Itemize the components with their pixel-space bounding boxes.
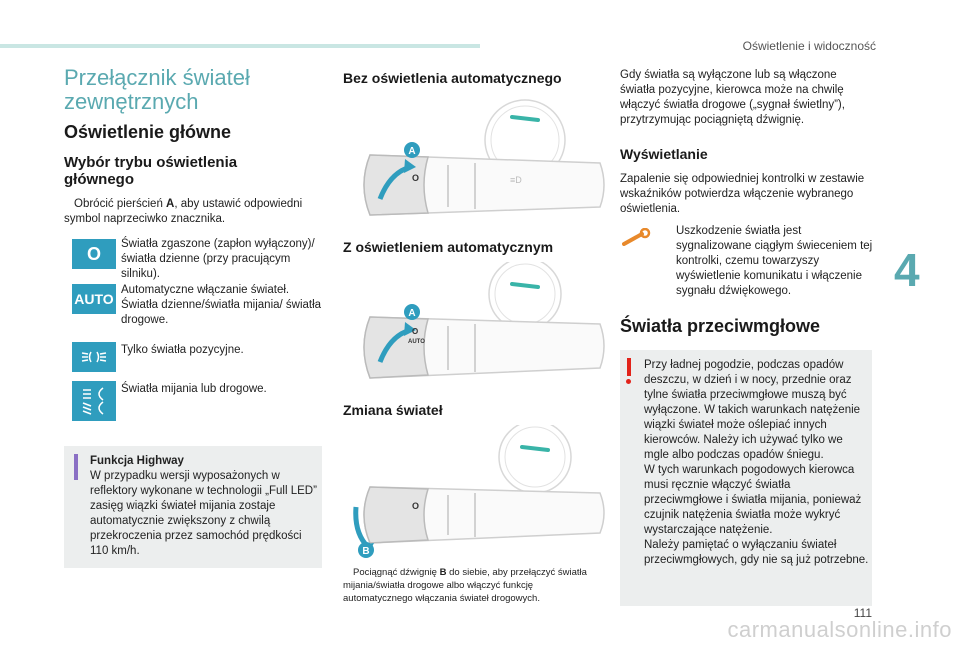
warning-text: Przy ładnej pogodzie, podczas opadów deszczu, w dzień i w nocy, przednie oraz tylne światła przeciwmgłowe muszą być wyłączone. W takich warunkach natężenie wiązki świateł może oślepiać innych kierowców. Należy ich używać tylko we mgle albo podczas opadów śniegu. W tych warunkach pogodowych kierowca musi ręcznie włączyć światła przeciwmgłowe i światła mijania, ponieważ czujnik natężenia światła może wykryć wystarczające natężenie. Należy pamiętać o wyłączaniu świateł przeciwmgłowych, gdy nie są już potrzebne. — [644, 359, 869, 566]
display-text: Zapalenie się odpowiedniej kontrolki w zestawie wskaźników potwierdza włączenie wybranego oświetlenia. — [620, 173, 865, 215]
page-title: Przełącznik świateł zewnętrznych — [64, 65, 250, 114]
switch-caption — [343, 566, 601, 605]
instruction-bold: A — [166, 198, 175, 210]
caption-post: do siebie, aby przełączyć światła mijania/światła drogowe albo włączyć funkcję automatycznego włączania świateł drogowych. — [343, 567, 587, 604]
fault-text: Uszkodzenie światła jest sygnalizowane ciągłym świeceniem tej kontrolki, czemu towarzyszy wyświetlenie komunikatu i włączenie sygnału dźwiękowego. — [676, 225, 873, 297]
mode-text-dipped: Światła mijania lub drogowe. — [121, 383, 267, 395]
instruction-pre: Obrócić pierścień — [74, 198, 167, 210]
heading-display: Wyświetlanie — [620, 146, 708, 162]
heading-fog: Światła przeciwmgłowe — [620, 316, 821, 336]
header-bar — [0, 44, 480, 48]
instruction-post: , aby ustawić odpowiedni symbol naprzeciwko znacznika. — [64, 198, 303, 225]
sub-heading: Wybór trybu oświetlenia głównego — [64, 154, 238, 188]
auto-mode-icon: AUTO — [72, 284, 116, 314]
warning-box — [620, 350, 872, 606]
watermark: carmanualsonline.info — [727, 617, 952, 642]
caption-pre: Pociągnąć dźwignię — [353, 567, 440, 578]
warning-icon — [626, 358, 632, 384]
label-auto: AUTO — [408, 339, 425, 345]
label-o: O — [412, 173, 420, 183]
caption-bold: B — [439, 567, 447, 578]
stalk-figure-switch — [350, 425, 612, 565]
info-text: W przypadku wersji wyposażonych w reflektory wykonane w technologii „Full LED” zasięg wiązki świateł mijania zostaje automatycznie zwiększony z chwilą przekroczenia przez samochód prędkości 110 km/h. — [90, 470, 317, 557]
mode-text-auto: Automatyczne włączanie świateł. Światła dzienne/światła mijania/ światła drogowe. — [121, 284, 322, 326]
main-heading: Oświetlenie główne — [64, 122, 232, 142]
label-o-switch: O — [412, 501, 420, 511]
heading-auto: Z oświetleniem automatycznym — [343, 239, 554, 255]
label-b: B — [362, 546, 370, 557]
label-a-auto: A — [408, 308, 416, 319]
heading-switch: Zmiana świateł — [343, 402, 443, 418]
mode-text-position: Tylko światła pozycyjne. — [121, 344, 244, 356]
position-lights-icon — [72, 342, 116, 372]
instruction — [64, 197, 324, 227]
off-mode-icon: O — [72, 239, 116, 269]
label-o-auto: O — [412, 327, 419, 336]
wrench-icon — [622, 228, 652, 246]
info-title: Funkcja Highway — [90, 455, 184, 467]
label-a: A — [408, 146, 416, 157]
mode-text-off: Światła zgaszone (zapłon wyłączony)/ światła dzienne (przy pracującym silniku). — [121, 238, 315, 280]
dipped-beam-icon — [72, 381, 116, 421]
stalk-figure-auto — [350, 262, 612, 392]
heading-no-auto: Bez oświetlenia automatycznego — [343, 70, 562, 86]
info-box — [64, 446, 322, 568]
page-number: 111 — [853, 606, 872, 620]
info-icon — [74, 454, 78, 480]
chapter-number: 4 — [894, 244, 920, 296]
svg-text:≡D: ≡D — [510, 175, 522, 185]
section-header: Oświetlenie i widoczność — [742, 39, 876, 53]
flash-intro: Gdy światła są wyłączone lub są włączone światła pozycyjne, kierowca może na chwilę włączyć światła drogowe („sygnał świetlny”), przytrzymując pociągniętą dźwignię. — [620, 69, 845, 126]
stalk-figure-manual — [350, 95, 612, 225]
